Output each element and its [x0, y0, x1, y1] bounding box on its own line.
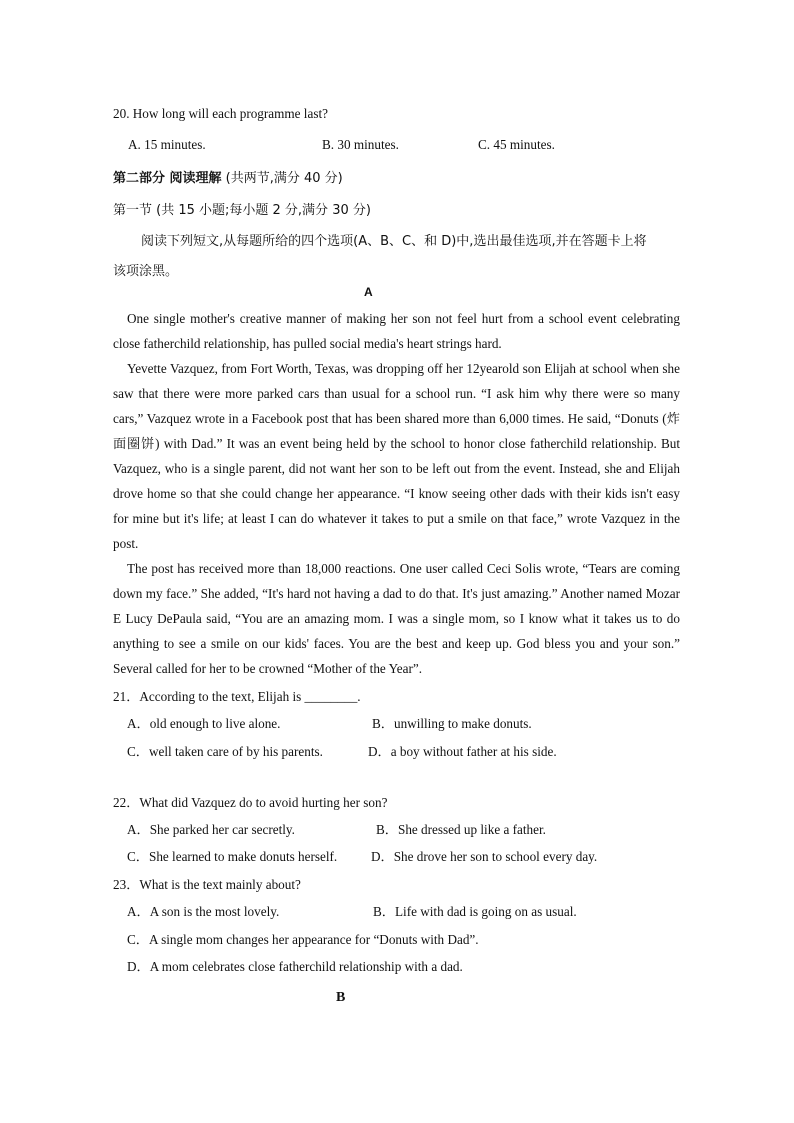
instructions-line-2: 该项涂黑。 [113, 264, 179, 279]
passage-a-paragraph-1: One single mother's creative manner of making her son not feel hurt from a school event celebrating close fatherchild relationship, has pulled social media's heart strings hard. [113, 311, 680, 351]
question-22-stem: 22．What did Vazquez do to avoid hurting her son? [113, 795, 388, 810]
passage-a-body [113, 306, 680, 681]
question-21-option-c: C．well taken care of by his parents. [127, 744, 323, 759]
question-20-option-a: A. 15 minutes. [128, 137, 206, 152]
question-20-stem: 20. How long will each programme last? [113, 106, 328, 121]
question-22-option-a: A．She parked her car secretly. [127, 822, 295, 837]
question-22-option-c: C．She learned to make donuts herself. [127, 849, 338, 864]
passage-b-label: B [336, 990, 346, 1005]
section-one-heading: 第一节 (共 15 小题;每小题 2 分,满分 30 分) [113, 203, 371, 218]
question-21-stem: 21．According to the text, Elijah is ________. [113, 689, 361, 704]
passage-a-paragraph-3: The post has received more than 18,000 reactions. One user called Ceci Solis wrote, “Tears are coming down my face.” She added, “It's hard not having a dad to do that. It's just amazing.” Another named Mozar E Lucy DePaula said, “You are an amazing mom. I was a single mom, so I know what it takes us to do anything to see a smile on our kids' faces. You are the best and keep up. God bless you and your son.” Several called for her to be crowned “Mother of the Year”. [113, 561, 680, 676]
question-23-option-b: B．Life with dad is going on as usual. [373, 904, 577, 919]
part-two-title: 第二部分 阅读理解 [113, 171, 222, 186]
instructions-line-1: 阅读下列短文,从每题所给的四个选项(A、B、C、和 D)中,选出最佳选项,并在答题卡上将 [141, 234, 647, 249]
question-22-option-b: B．She dressed up like a father. [376, 822, 546, 837]
part-two-score: (共两节,满分 40 分) [225, 171, 343, 186]
passage-a-label: A [364, 285, 373, 299]
question-21-option-d: D．a boy without father at his side. [368, 744, 557, 759]
question-21-option-b: B．unwilling to make donuts. [372, 716, 532, 731]
part-two-heading [113, 167, 343, 186]
question-23-option-c: C．A single mom changes her appearance for “Donuts with Dad”. [127, 932, 479, 947]
question-23-option-a: A．A son is the most lovely. [127, 904, 280, 919]
question-20-option-c: C. 45 minutes. [478, 137, 555, 152]
passage-a-paragraph-2: Yevette Vazquez, from Fort Worth, Texas, was dropping off her 12yearold son Elijah at school when she saw that there were more parked cars than usual for a school run. “I ask him why there were so many cars,” Vazquez wrote in a Facebook post that has been shared more than 6,000 times. He said, “Donuts (炸面圈饼) with Dad.” It was an event being held by the school to honor close fatherchild relationship. But Vazquez, who is a single parent, did not want her son to be left out from the event. Instead, she and Elijah drove home so that she could change her appearance. “I know seeing other dads with their kids isn't easy for mine but it's life; at least I can do whatever it takes to put a smile on that face,” wrote Vazquez in the post. [113, 361, 680, 551]
question-22-option-d: D．She drove her son to school every day. [371, 849, 598, 864]
question-21-option-a: A．old enough to live alone. [127, 716, 281, 731]
question-23-stem: 23．What is the text mainly about? [113, 877, 301, 892]
question-20-option-b: B. 30 minutes. [322, 137, 399, 152]
question-23-option-d: D．A mom celebrates close fatherchild relationship with a dad. [127, 959, 463, 974]
